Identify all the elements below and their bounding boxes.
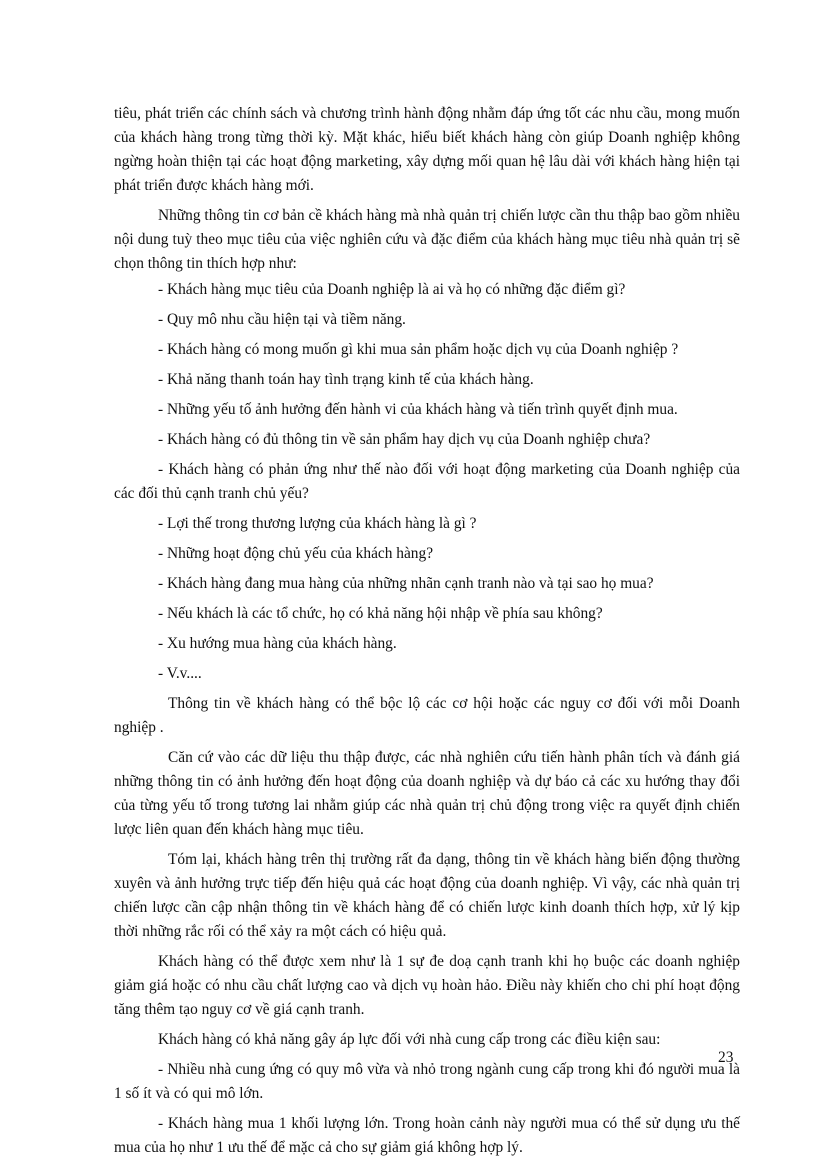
list-item: - Khách hàng có mong muốn gì khi mua sản phẩm hoặc dịch vụ của Doanh nghiệp ? bbox=[158, 341, 679, 358]
list-item: - Khả năng thanh toán hay tình trạng kinh tế của khách hàng. bbox=[158, 371, 534, 388]
paragraph-analysis: Căn cứ vào các dữ liệu thu thập được, các nhà nghiên cứu tiến hành phân tích và đánh giá những thông tin có ảnh hưởng đến hoạt động của doanh nghiệp và dự báo cả các xu hướng thay đổi của từng yếu tố trong tương lai nhằm giúp các nhà quản trị chủ động trong việc ra quyết định chiến lược liên quan đến khách hàng mục tiêu. bbox=[114, 749, 740, 838]
list-item: - Xu hướng mua hàng của khách hàng. bbox=[158, 635, 397, 652]
paragraph-intro-continuation: tiêu, phát triển các chính sách và chương trình hành động nhằm đáp ứng tốt các nhu cầu, mong muốn của khách hàng trong từng thời kỳ. Mặt khác, hiểu biết khách hàng còn giúp Doanh nghiệp không ngừng hoàn thiện tại các hoạt động marketing, xây dựng mối quan hệ lâu dài với khách hàng hiện tại phát triển được khách hàng mới. bbox=[114, 105, 740, 194]
page-number: 23 bbox=[718, 1049, 734, 1066]
list-item: - Lợi thế trong thương lượng của khách hàng là gì ? bbox=[158, 515, 477, 532]
paragraph-pressure-conditions: Khách hàng có khả năng gây áp lực đối với nhà cung cấp trong các điều kiện sau: bbox=[158, 1031, 661, 1048]
list-item: - Khách hàng đang mua hàng của những nhãn cạnh tranh nào và tại sao họ mua? bbox=[158, 575, 654, 592]
customer-info-list bbox=[114, 278, 740, 686]
list-item: - Khách hàng mua 1 khối lượng lớn. Trong hoàn cảnh này người mua có thể sử dụng ưu thế mua của họ như 1 ưu thế để mặc cả cho sự giảm giá không hợp lý. bbox=[114, 1115, 740, 1156]
paragraph-summary: Tóm lại, khách hàng trên thị trường rất đa dạng, thông tin về khách hàng biến động thường xuyên và ảnh hưởng trực tiếp đến hiệu quả các hoạt động của doanh nghiệp. Vì vậy, các nhà quản trị chiến lược cần cập nhận thông tin về khách hàng để có chiến lược kinh doanh thích hợp, xử lý kịp thời những rắc rối có thể xảy ra một cách có hiệu quả. bbox=[114, 851, 740, 940]
paragraph-opportunities: Thông tin về khách hàng có thể bộc lộ các cơ hội hoặc các nguy cơ đối với mỗi Doanh nghiệp . bbox=[114, 695, 740, 736]
list-item: - Nếu khách là các tổ chức, họ có khả năng hội nhập về phía sau không? bbox=[158, 605, 603, 622]
list-item: - Khách hàng có phản ứng như thế nào đối với hoạt động marketing của Doanh nghiệp của các đối thủ cạnh tranh chủ yếu? bbox=[114, 461, 740, 502]
list-item: - Những yếu tố ảnh hưởng đến hành vi của khách hàng và tiến trình quyết định mua. bbox=[158, 401, 678, 418]
paragraph-threat: Khách hàng có thể được xem như là 1 sự đe doạ cạnh tranh khi họ buộc các doanh nghiệp giảm giá hoặc có nhu cầu chất lượng cao và dịch vụ hoàn hảo. Điều này khiến cho chi phí hoạt động tăng thêm tạo nguy cơ về giá cạnh tranh. bbox=[114, 953, 740, 1018]
list-item: - Khách hàng mục tiêu của Doanh nghiệp là ai và họ có những đặc điểm gì? bbox=[158, 281, 626, 298]
list-item: - Nhiều nhà cung ứng có quy mô vừa và nhỏ trong ngành cung cấp trong khi đó người mua là 1 số ít và có qui mô lớn. bbox=[114, 1061, 740, 1102]
list-item: - Những hoạt động chủ yếu của khách hàng? bbox=[158, 545, 434, 562]
conditions-list bbox=[114, 1058, 740, 1160]
list-item: - V.v.... bbox=[158, 665, 202, 682]
document-page bbox=[114, 102, 740, 1166]
list-item: - Quy mô nhu cầu hiện tại và tiềm năng. bbox=[158, 311, 406, 328]
paragraph-basic-info: Những thông tin cơ bản cề khách hàng mà nhà quản trị chiến lược cần thu thập bao gồm nhiều nội dung tuỳ theo mục tiêu của việc nghiên cứu và đặc điểm của khách hàng mục tiêu nhà quản trị sẽ chọn thông tin thích hợp như: bbox=[114, 207, 740, 272]
list-item: - Khách hàng có đủ thông tin về sản phẩm hay dịch vụ của Doanh nghiệp chưa? bbox=[158, 431, 651, 448]
